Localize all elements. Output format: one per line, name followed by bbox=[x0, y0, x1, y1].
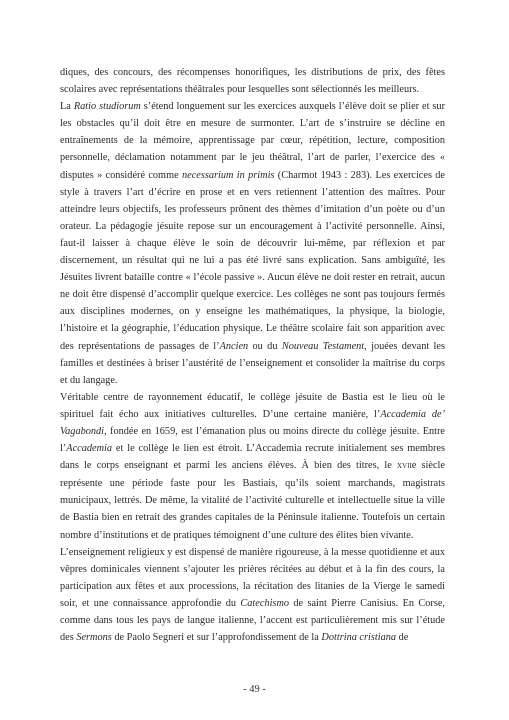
text-run: ou du bbox=[248, 340, 282, 352]
text-run: s’étend longuement sur les exercices auxquels l’élève doit se plier et sur les obstacles qu’il doit être en mesure de surmonter. L’art de s’instruire se décline en entraînements de la mémoire, apprentissage par cœur, répétition, lecture, composition personnelle, déclamation notamment par le jeu théâtral, l’art de parler, l’exercice des « disputes » considéré comme bbox=[60, 101, 445, 181]
paragraph bbox=[60, 544, 445, 647]
italic-text: Accademia bbox=[66, 443, 113, 455]
text-run: (Charmot 1943 : 283). Les exercices de style à travers l’art d’écrire en prose et en vers retiennent l’attention des maîtres. Pour atteindre leurs objectifs, les professeurs prônent des thèmes d’imitation d’un poète ou d’un orateur. La pédagogie jésuite repose sur un encouragement à l’activité personnelle. Ainsi, faut-il laisser à chaque élève le soin de découvrir lui-même, par réflexion et par discernement, un résultat qui ne lui a pas été livré sans explication. Sans ambiguïté, les Jésuites livrent bataille contre « l’école passive ». Aucun élève ne doit rester en retrait, aucun ne doit être dispensé d’accomplir quelque exercice. Les collèges ne sont pas toujours fermés aux disciplines modernes, on y enseigne les mathématiques, la physique, la biologie, l’histoire et la géographie, l’éducation physique. Le théâtre scolaire fait son apparition avec des représentations de passages de l’ bbox=[60, 169, 445, 352]
text-run: La bbox=[60, 101, 74, 113]
text-run: Véritable centre de rayonnement éducatif, le collège jésuite de Bastia est le lieu où le spirituel fait écho aux initiatives culturelles. D’une certaine manière, l’ bbox=[60, 391, 445, 420]
italic-text: Accademia de’ Vagabondi bbox=[60, 408, 445, 437]
italic-text: Nouveau Testament bbox=[281, 340, 365, 352]
paragraph bbox=[60, 98, 445, 389]
paragraph bbox=[60, 389, 445, 544]
small-caps-text: xvii bbox=[397, 461, 412, 472]
text-run: de Paolo Segneri et sur l’approfondissement de la bbox=[111, 632, 322, 644]
italic-text: Sermons bbox=[76, 632, 112, 644]
italic-text: Dottrina cristiana bbox=[321, 632, 397, 644]
text-run: , fondée en 1659, est l’émanation plus ou moins directe du collège jésuite. Entre l’ bbox=[60, 425, 445, 455]
text-run: , jouées devant les familles et destinées à briser l’austérité de l’enseignement et consolider la maîtrise du corps et du langage. bbox=[60, 340, 445, 386]
italic-text: Ratio studiorum bbox=[73, 101, 141, 113]
text-run: et le collège le lien est étroit. L’Accademia recrute initialement ses membres dans le corps enseignant et parmi les anciens élèves. À bien des titres, le bbox=[60, 443, 445, 472]
italic-text: Ancien bbox=[219, 340, 249, 352]
text-run: de bbox=[396, 632, 409, 644]
italic-text: Catechismo bbox=[240, 597, 290, 609]
page-number: - 49 - bbox=[243, 684, 266, 695]
body-text bbox=[60, 64, 445, 646]
text-run: L’enseignement religieux y est dispensé de manière rigoureuse, à la messe quotidienne et aux vêpres dominicales viennent s’ajouter les prières récitées au début et à la fin des cours, la participation aux fêtes et aux processions, la récitation des litanies de la Vierge le samedi soir, et une connaissance approfondie du bbox=[60, 546, 445, 609]
italic-text: necessarium in primis bbox=[181, 169, 275, 181]
text-run: e siècle représente une période faste pour les Bastiais, qu’ils soient marchands, magistrats municipaux, lettrés. De même, la vitalité de l’activité culturelle et intellectuelle situe la ville de Bastia bien en retrait des grandes capitales de la Péninsule italienne. Toutefois un certain nombre d’institutions et de pratiques témoignent d’une culture des élites bien vivante. bbox=[60, 460, 445, 541]
paragraph bbox=[60, 64, 445, 98]
text-run: diques, des concours, des récompenses honorifiques, les distributions de prix, des fêtes scolaires avec représentations théâtrales pour lesquelles sont sélectionnés les meilleurs. bbox=[60, 67, 445, 96]
text-run: de saint Pierre Canisius. En Corse, comme dans tous les pays de langue italienne, l’accent est particulièrement mis sur l’étude des bbox=[60, 597, 445, 644]
